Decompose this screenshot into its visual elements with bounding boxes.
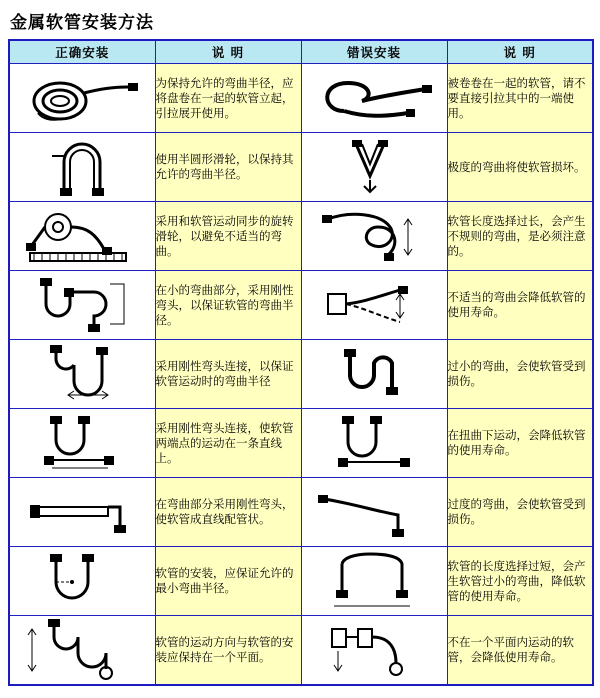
desc-wrong: 在扭曲下运动，会降低软管的使用寿命。 (447, 409, 593, 478)
desc-wrong: 被卷卷在一起的软管，请不要直接引拉其中的一端使用。 (447, 64, 593, 133)
figure-too-small-bend-radius (301, 340, 447, 409)
figure-too-long-hose-square (301, 547, 447, 616)
figure-min-bend-radius-u (9, 547, 155, 616)
figure-sharp-v-bend (301, 133, 447, 202)
table-row (9, 547, 593, 616)
installation-methods-table (8, 39, 594, 686)
table-row (9, 340, 593, 409)
figure-improper-bend-angle (301, 271, 447, 340)
desc-wrong: 软管的长度选择过短，会产生软管过小的弯曲，降低软管的使用寿命。 (447, 547, 593, 616)
desc-correct: 在弯曲部分采用刚性弯头，使软管成直线配管状。 (155, 478, 301, 547)
desc-correct: 采用刚性弯头连接，使软管两端点的运动在一条直线上。 (155, 409, 301, 478)
figure-rotating-pulley-chain (9, 202, 155, 271)
header-correct-install: 正确安装 (9, 40, 155, 64)
figure-same-plane-motion (9, 616, 155, 686)
desc-wrong: 软管长度选择过长，会产生不规则的弯曲，是必须注意的。 (447, 202, 593, 271)
desc-correct: 为保持允许的弯曲半径，应将盘卷在一起的软管立起，引拉展开使用。 (155, 64, 301, 133)
desc-correct: 采用刚性弯头连接，以保证软管运动时的弯曲半径 (155, 340, 301, 409)
page-title: 金属软管安装方法 (10, 13, 154, 33)
table-row (9, 202, 593, 271)
figure-irregular-loop-bend (301, 202, 447, 271)
desc-correct: 软管的运动方向与软管的安装应保持在一个平面。 (155, 616, 301, 686)
desc-correct: 在小的弯曲部分，采用刚性弯头，以保证软管的弯曲半径。 (155, 271, 301, 340)
header-wrong-desc: 说 明 (447, 40, 593, 64)
figure-coiled-hose-pulled (301, 64, 447, 133)
figure-over-bend-elbow (301, 478, 447, 547)
figure-twisting-u-bend (301, 409, 447, 478)
table-row (9, 478, 593, 547)
figure-coiled-hose-roll (9, 64, 155, 133)
figure-straight-pipe-with-elbow (9, 478, 155, 547)
table-header-row (9, 40, 593, 64)
table-row (9, 616, 593, 686)
header-correct-desc: 说 明 (155, 40, 301, 64)
figure-rigid-elbow-u-loop (9, 340, 155, 409)
desc-correct: 软管的安装，应保证允许的最小弯曲半径。 (155, 547, 301, 616)
figure-out-of-plane-motion (301, 616, 447, 686)
table-row (9, 409, 593, 478)
table-row (9, 133, 593, 202)
desc-correct: 采用和软管运动同步的旋转滑轮，以避免不适当的弯曲。 (155, 202, 301, 271)
desc-correct: 使用半圆形滑轮，以保持其允许的弯曲半径。 (155, 133, 301, 202)
header-wrong-install: 错误安装 (301, 40, 447, 64)
desc-wrong: 过度的弯曲，会使软管受到损伤。 (447, 478, 593, 547)
desc-wrong: 过小的弯曲，会使软管受到损伤。 (447, 340, 593, 409)
figure-semicircular-sheave (9, 133, 155, 202)
desc-wrong: 不在一个平面内运动的软管，会降低使用寿命。 (447, 616, 593, 686)
figure-rigid-elbow-straight-line (9, 409, 155, 478)
table-row (9, 64, 593, 133)
desc-wrong: 不适当的弯曲会降低软管的使用寿命。 (447, 271, 593, 340)
table-row (9, 271, 593, 340)
figure-rigid-elbow-small-bend (9, 271, 155, 340)
desc-wrong: 极度的弯曲将使软管损坏。 (447, 133, 593, 202)
